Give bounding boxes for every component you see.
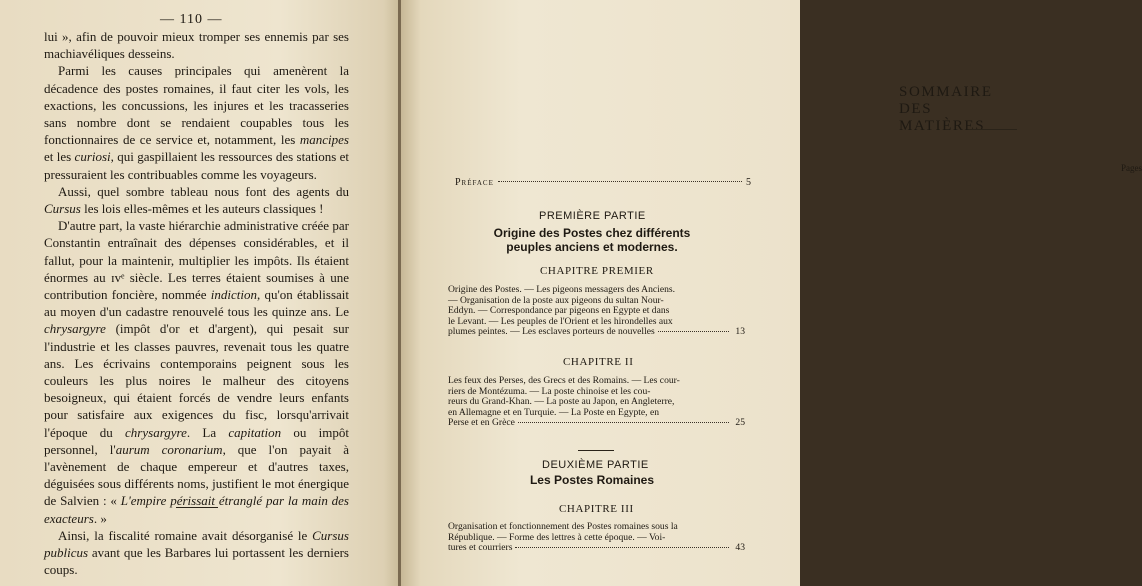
text-run: D'autre part, la vaste hiérarchie administrative créée par Constantin entraînait des dépenses considérables, et il fallut, pour la maintenir, multiplier les impôts. Ils étaient énormes au ɪvᵉ siècle. Les terres étaient soumises à une contribution foncière, nommée — [44, 218, 349, 303]
paragraph — [44, 183, 349, 217]
end-rule — [176, 507, 218, 508]
chapter2-title: CHAPITRE II — [563, 356, 634, 368]
italic-term: mancipes — [299, 132, 349, 148]
text-run: (impôt d'or et d'argent), qui pesait sur l'industrie et les classes pauvres, revenait tous les quatre ans. Les écrivains contemporains peignent sous les couleurs les plus noires le malheur des citoyens besoigneux, qui étaient forcés de vendre leurs enfants pour satisfaire aux exigences du fisc, lorsqu'arrivait l'époque du — [44, 321, 349, 440]
text-run: ou impôt personnel, l' — [44, 424, 349, 457]
toc-entry-chapter1[interactable] — [448, 285, 745, 338]
text-run: . La — [186, 424, 229, 440]
entry-line: riers de Montézuma. — La poste chinoise et les cou- — [448, 385, 651, 397]
text-run: Aussi, quel sombre tableau nous font des agents du — [58, 183, 349, 199]
italic-term: Cursus publicus — [44, 527, 349, 561]
toc-heading: SOMMAIRE DES MATIÈRES — [899, 84, 993, 134]
entry-line: en Allemagne et en Turquie. — La Poste en Egypte, en — [448, 406, 660, 418]
italic-term: aurum coronarium — [115, 441, 223, 457]
preface-label: Préface — [455, 177, 494, 188]
heading-rule — [969, 129, 1017, 130]
entry-line: plumes peintes. — Les esclaves porteurs de nouvelles — [448, 326, 655, 338]
text-run: , que l'on payait à l'avènement de chaque empereur et d'autres taxes, déguisées sous différents noms, justifient le mot énergique de Salvien : « — [44, 441, 350, 509]
entry-page: 13 — [735, 326, 745, 338]
italic-term: indiction — [210, 287, 257, 303]
dot-leader — [518, 422, 730, 423]
paragraph — [44, 527, 349, 579]
paragraph — [44, 217, 349, 527]
preface-page: 5 — [746, 177, 751, 188]
entry-last-line — [448, 327, 745, 338]
section-rule — [578, 450, 614, 451]
part1-subtitle-line2: peuples anciens et modernes. — [506, 240, 678, 254]
text-run: , qu'on établissait au moyen d'un cadastre renouvelé tous les quinze ans. Le — [44, 287, 349, 320]
entry-line: Origine des Postes. — Les pigeons messagers des Anciens. — [448, 284, 676, 295]
entry-line: le Levant. — Les peuples de l'Orient et les hirondelles aux — [448, 315, 673, 327]
part1-subtitle-line1: Origine des Postes chez différents — [493, 226, 691, 240]
page-number: — 110 — — [160, 12, 223, 27]
italic-term: capitation — [228, 424, 282, 440]
toc-entry-chapter2[interactable] — [448, 376, 745, 429]
entry-line: République. — Forme des lettres à cette époque. — Voi- — [448, 531, 666, 543]
toc-entry-preface[interactable] — [455, 177, 751, 188]
italic-term: Cursus — [44, 201, 81, 217]
right-page — [401, 0, 1142, 586]
paragraph — [44, 28, 349, 62]
text-run: . » — [93, 510, 107, 526]
entry-line: reurs du Grand-Khan. — La poste au Japon, en Angleterre, — [448, 396, 675, 408]
entry-last-line — [448, 418, 745, 429]
toc-entry-chapter3[interactable] — [448, 522, 745, 554]
entry-line: Les feux des Perses, des Grecs et des Romains. — Les cour- — [448, 375, 680, 386]
entry-page: 43 — [735, 542, 745, 554]
dot-leader — [498, 181, 742, 182]
dot-leader — [515, 547, 729, 548]
text-run: Ainsi, la fiscalité romaine avait désorganisé le — [58, 527, 313, 543]
entry-line: Eddyn. — Correspondance par pigeons en Egypte et dans — [448, 305, 670, 317]
text-run: avant que les Barbares lui portassent les derniers coups. — [44, 545, 349, 578]
entry-line: Organisation et fonctionnement des Postes romaines sous la — [448, 521, 678, 532]
chapter1-title: CHAPITRE PREMIER — [540, 265, 654, 277]
text-run: les lois elles-mêmes et les auteurs classiques ! — [80, 201, 324, 217]
entry-line: — Organisation de la poste aux pigeons du sultan Nour- — [448, 294, 664, 306]
text-run: lui », afin de pouvoir mieux tromper ses ennemis par ses machiavéliques desseins. — [44, 29, 349, 62]
entry-last-line — [448, 543, 745, 554]
part2-title: DEUXIÈME PARTIE — [542, 459, 649, 471]
dot-leader — [658, 331, 730, 332]
italic-term: L'empire périssait étranglé par la main des exacteurs — [44, 493, 349, 526]
text-run: et les — [44, 149, 75, 165]
left-page — [0, 0, 400, 586]
pages-label: Pages — [1121, 163, 1142, 173]
italic-term: curiosi — [74, 149, 111, 165]
italic-term: chrysargyre — [125, 424, 187, 440]
paragraph — [44, 62, 349, 182]
text-run: , qui gaspillaient les ressources des stations et pressuraient les contribuables comme les voyageurs. — [44, 149, 349, 182]
entry-line: tures et courriers — [448, 542, 513, 554]
chapter3-title: CHAPITRE III — [559, 503, 634, 515]
part1-title: PREMIÈRE PARTIE — [539, 210, 646, 222]
part1-subtitle — [467, 226, 717, 254]
text-run: Parmi les causes principales qui amenèrent la décadence des postes romaines, il faut citer les vols, les exactions, les concussions, les injures et les tracasseries sans nombre dont se rendaient coupables tous les fonctionnaires de ce service et, notamment, les — [44, 63, 349, 148]
part2-subtitle: Les Postes Romaines — [529, 473, 655, 487]
entry-line: Perse et en Grèce — [448, 417, 515, 429]
italic-term: chrysargyre — [44, 321, 106, 337]
body-text — [44, 28, 349, 579]
entry-page: 25 — [735, 417, 745, 429]
